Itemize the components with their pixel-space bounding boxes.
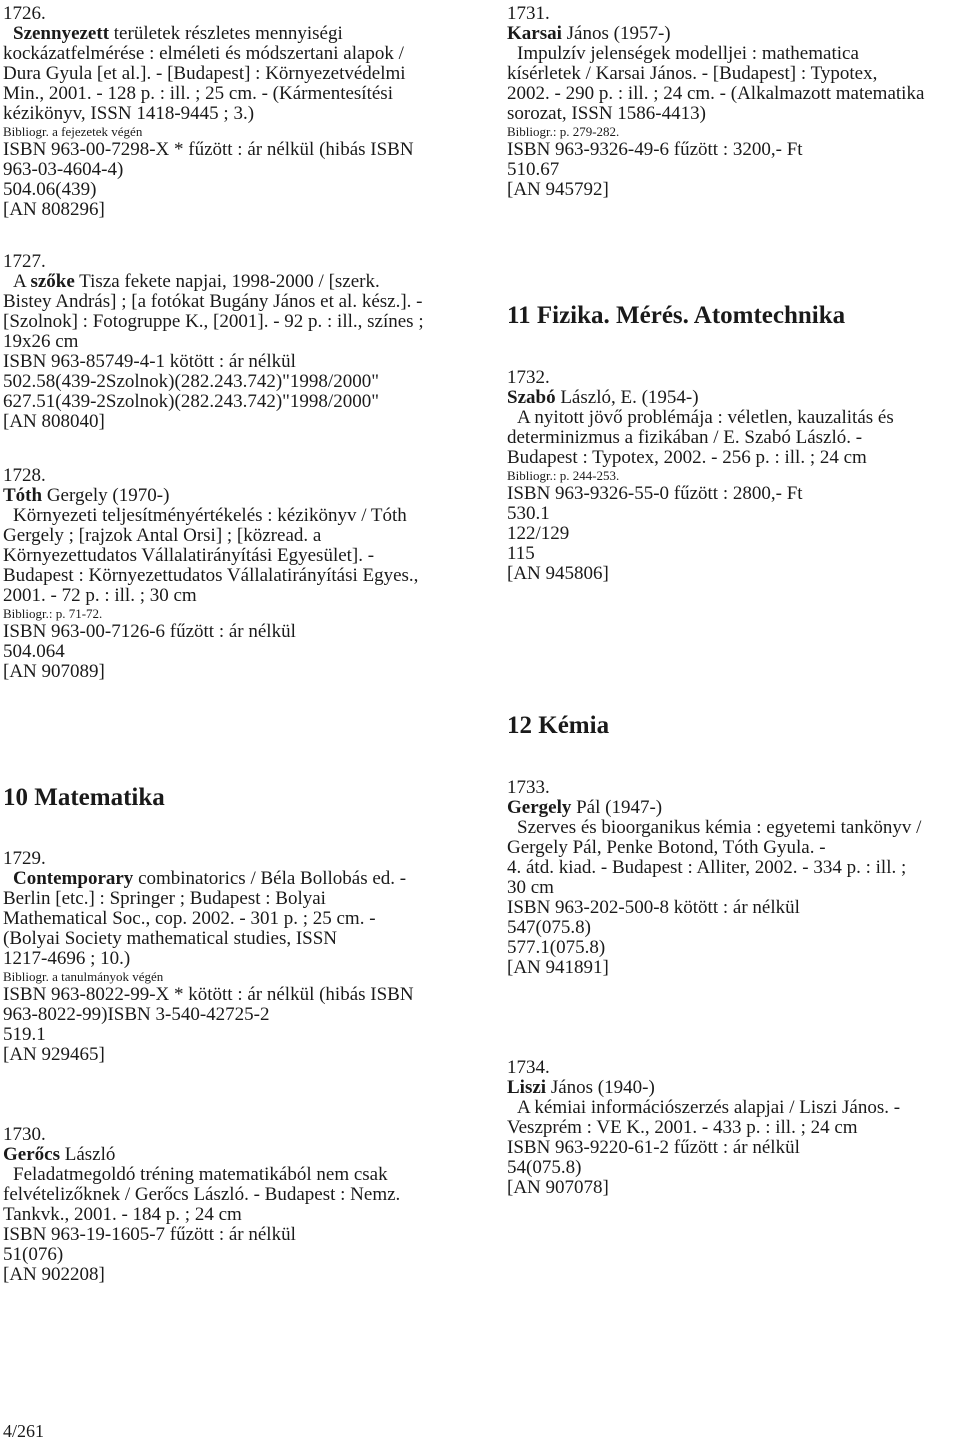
entry-line: 19x26 cm: [3, 331, 79, 352]
entry-1731: [507, 4, 957, 200]
entry-line: Környezeti teljesítményértékelés : kézikönyv / Tóth: [13, 505, 407, 526]
author-bold: Gergely: [507, 797, 572, 818]
entry-udc: 577.1(075.8): [507, 937, 606, 958]
entry-line: Impulzív jelenségek modelljei : mathematica: [517, 43, 859, 64]
section-heading-fizika: 11 Fizika. Mérés. Atomtechnika: [507, 302, 846, 329]
title-rest: területek részletes mennyiségi: [109, 23, 343, 44]
entry-line: Tankvk., 2001. - 184 p. ; 24 cm: [3, 1204, 242, 1225]
entry-udc: 519.1: [3, 1024, 46, 1045]
entry-number: 1728.: [3, 465, 46, 486]
entry-an: [AN 945806]: [507, 563, 609, 584]
entry-number: 1729.: [3, 848, 46, 869]
title-bold: Szennyezett: [13, 23, 110, 44]
entry-1730: [3, 1125, 473, 1285]
entry-number: 1727.: [3, 251, 46, 272]
entry-isbn: ISBN 963-9220-61-2 fűzött : ár nélkül: [507, 1137, 800, 1158]
entry-author: [507, 1078, 957, 1098]
author-rest: Pál (1947-): [571, 797, 663, 818]
entry-udc: 122/129: [507, 523, 570, 544]
entry-line: Berlin [etc.] : Springer ; Budapest : Bolyai: [3, 888, 326, 909]
title-bold: Contemporary: [13, 868, 134, 889]
entry-title: [3, 24, 473, 44]
entry-number: 1731.: [507, 3, 550, 24]
entry-line: (Bolyai Society mathematical studies, ISSN: [3, 928, 338, 949]
entry-1727: [3, 252, 473, 432]
entry-number: 1733.: [507, 777, 550, 798]
right-column: [507, 0, 957, 1443]
entry-line: 2001. - 72 p. : ill. ; 30 cm: [3, 585, 197, 606]
entry-line: Min., 2001. - 128 p. : ill. ; 25 cm. - (Kármentesítési: [3, 83, 393, 104]
entry-line: felvételizőknek / Gerőcs László. - Budapest : Nemz.: [3, 1184, 401, 1205]
entry-author: [507, 388, 957, 408]
author-bold: Karsai: [507, 23, 562, 44]
entry-isbn: ISBN 963-9326-55-0 fűzött : 2800,- Ft: [507, 483, 803, 504]
entry-author: [3, 486, 473, 506]
author-bold: Szabó: [507, 387, 556, 408]
entry-note: Bibliogr.: p. 71-72.: [3, 606, 103, 621]
entry-isbn: ISBN 963-85749-4-1 kötött : ár nélkül: [3, 351, 296, 372]
entry-line: [Szolnok] : Fotogruppe K., [2001]. - 92 p. : ill., színes ;: [3, 311, 424, 332]
entry-number: 1732.: [507, 367, 550, 388]
entry-isbn: ISBN 963-8022-99-X * kötött : ár nélkül (hibás ISBN: [3, 984, 414, 1005]
entry-note: Bibliogr.: p. 279-282.: [507, 124, 620, 139]
entry-udc: 510.67: [507, 159, 560, 180]
title-pre: A: [13, 271, 31, 292]
entry-udc: 115: [507, 543, 535, 564]
entry-isbn: ISBN 963-19-1605-7 fűzött : ár nélkül: [3, 1224, 296, 1245]
entry-line: 963-03-4604-4): [3, 159, 124, 180]
entry-udc: 502.58(439-2Szolnok)(282.243.742)"1998/2000": [3, 371, 379, 392]
entry-number: 1730.: [3, 1124, 46, 1145]
entry-line: Környezettudatos Vállalatirányítási Egyesület]. -: [3, 545, 375, 566]
entry-isbn: ISBN 963-9326-49-6 fűzött : 3200,- Ft: [507, 139, 803, 160]
entry-1728: [3, 466, 473, 682]
author-bold: Liszi: [507, 1077, 547, 1098]
entry-author: [507, 24, 957, 44]
entry-1732: [507, 368, 957, 584]
author-rest: Gergely (1970-): [42, 485, 170, 506]
title-rest: combinatorics / Béla Bollobás ed. -: [133, 868, 407, 889]
entry-1729: [3, 849, 473, 1065]
entry-note: Bibliogr. a fejezetek végén: [3, 124, 143, 139]
entry-title: [3, 869, 473, 889]
entry-title: [3, 272, 473, 292]
entry-line: sorozat, ISSN 1586-4413): [507, 103, 706, 124]
entry-line: kísérletek / Karsai János. - [Budapest] : Typotex,: [507, 63, 878, 84]
author-bold: Tóth: [3, 485, 43, 506]
left-column: [3, 0, 473, 1443]
entry-udc: 54(075.8): [507, 1157, 582, 1178]
entry-isbn: ISBN 963-202-500-8 kötött : ár nélkül: [507, 897, 800, 918]
entry-udc: 547(075.8): [507, 917, 591, 938]
entry-line: A nyitott jövő problémája : véletlen, kauzalitás és: [517, 407, 894, 428]
entry-author: [507, 798, 957, 818]
entry-udc: 504.06(439): [3, 179, 97, 200]
author-rest: János (1940-): [546, 1077, 655, 1098]
entry-1726: [3, 4, 473, 220]
entry-line: kézikönyv, ISSN 1418-9445 ; 3.): [3, 103, 255, 124]
entry-line: Bistey András] ; [a fotókat Bugány János et al. kész.]. -: [3, 291, 423, 312]
entry-line: 30 cm: [507, 877, 554, 898]
entry-udc: 504.064: [3, 641, 65, 662]
entry-udc: 530.1: [507, 503, 550, 524]
entry-udc: 51(076): [3, 1244, 64, 1265]
entry-line: 4. átd. kiad. - Budapest : Alliter, 2002. - 334 p. : ill. ;: [507, 857, 907, 878]
entry-an: [AN 941891]: [507, 957, 609, 978]
entry-line: Gergely Pál, Penke Botond, Tóth Gyula. -: [507, 837, 826, 858]
entry-an: [AN 945792]: [507, 179, 609, 200]
author-rest: László: [59, 1144, 116, 1165]
entry-isbn: ISBN 963-00-7298-X * fűzött : ár nélkül (hibás ISBN: [3, 139, 414, 160]
entry-line: 2002. - 290 p. : ill. ; 24 cm. - (Alkalmazott matematika: [507, 83, 925, 104]
entry-line: 1217-4696 ; 10.): [3, 948, 131, 969]
entry-number: 1734.: [507, 1057, 550, 1078]
entry-line: Budapest : Typotex, 2002. - 256 p. : ill. ; 24 cm: [507, 447, 867, 468]
entry-line: Mathematical Soc., cop. 2002. - 301 p. ; 25 cm. -: [3, 908, 376, 929]
entry-line: Dura Gyula [et al.]. - [Budapest] : Környezetvédelmi: [3, 63, 406, 84]
entry-line: Budapest : Környezettudatos Vállalatirányítási Egyes.,: [3, 565, 419, 586]
entry-line: kockázatfelmérése : elméleti és módszertani alapok /: [3, 43, 404, 64]
title-bold: szőke: [30, 271, 75, 292]
page-number: 4/261: [3, 1421, 45, 1441]
section-heading-matematika: 10 Matematika: [3, 784, 165, 811]
entry-line: Szerves és bioorganikus kémia : egyetemi tankönyv /: [517, 817, 922, 838]
entry-an: [AN 808296]: [3, 199, 105, 220]
section-heading-kemia: 12 Kémia: [507, 712, 610, 739]
entry-note: Bibliogr. a tanulmányok végén: [3, 969, 164, 984]
entry-line: determinizmus a fizikában / E. Szabó László. -: [507, 427, 863, 448]
entry-udc: 627.51(439-2Szolnok)(282.243.742)"1998/2000": [3, 391, 379, 412]
entry-an: [AN 902208]: [3, 1264, 105, 1285]
entry-line: Gergely ; [rajzok Antal Orsi] ; [közread. a: [3, 525, 322, 546]
author-rest: László, E. (1954-): [555, 387, 699, 408]
title-rest: Tisza fekete napjai, 1998-2000 / [szerk.: [74, 271, 380, 292]
entry-line: Veszprém : VE K., 2001. - 433 p. : ill. ; 24 cm: [507, 1117, 858, 1138]
entry-line: 963-8022-99)ISBN 3-540-42725-2: [3, 1004, 270, 1025]
author-rest: János (1957-): [561, 23, 671, 44]
entry-1733: [507, 778, 957, 978]
entry-an: [AN 907089]: [3, 661, 105, 682]
entry-line: Feladatmegoldó tréning matematikából nem csak: [13, 1164, 388, 1185]
entry-isbn: ISBN 963-00-7126-6 fűzött : ár nélkül: [3, 621, 296, 642]
entry-an: [AN 929465]: [3, 1044, 105, 1065]
entry-an: [AN 907078]: [507, 1177, 609, 1198]
entry-line: A kémiai információszerzés alapjai / Liszi János. -: [517, 1097, 901, 1118]
entry-author: [3, 1145, 473, 1165]
author-bold: Gerőcs: [3, 1144, 60, 1165]
entry-1734: [507, 1058, 957, 1198]
entry-note: Bibliogr.: p. 244-253.: [507, 468, 620, 483]
entry-an: [AN 808040]: [3, 411, 105, 432]
entry-number: 1726.: [3, 3, 46, 24]
